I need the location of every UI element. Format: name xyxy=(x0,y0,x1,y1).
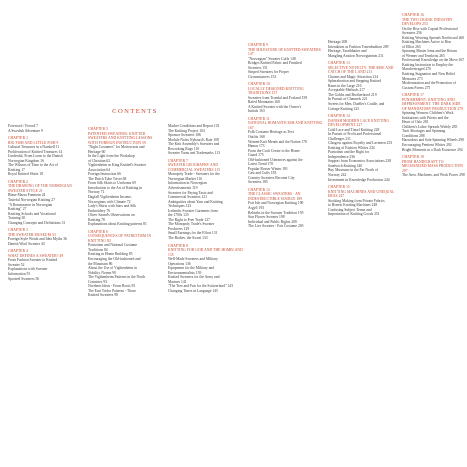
toc-entry: A Knitted Sweater with the Owner's xyxy=(248,104,302,109)
chapter-number: CHAPTER 2 xyxy=(8,179,28,184)
toc-entry: Modernization and the Promotion of xyxy=(402,81,456,86)
toc-entry: to Honest Knitting Machines 248 xyxy=(328,203,378,208)
chapter-title: FROM HANDICRAFT TO MECHANIZED MASS PRODUCTION 297 xyxy=(402,159,464,173)
toc-entry: Norway 71 xyxy=(88,190,105,195)
toc-entry: The Wilsons of Time to the Art of xyxy=(8,163,58,168)
toc-entry: Nobility Norms 90 xyxy=(88,270,116,275)
toc-entry: Custom Forms 275 xyxy=(402,85,431,90)
chapter-number: CHAPTER 8 xyxy=(168,243,188,248)
toc-entry: Fair Isle and Norwegian Knitting 190 xyxy=(248,201,304,206)
chapter-heading xyxy=(248,43,323,57)
chapter-heading xyxy=(168,244,243,258)
chapter-number: CHAPTER 7 xyxy=(168,158,188,163)
toc-entry: Conditions 288 xyxy=(402,133,425,138)
chapter-heading xyxy=(402,155,466,173)
toc-entry: Sweater 52 xyxy=(8,262,25,267)
toc-entry: Environmentalists 139 xyxy=(168,270,202,275)
chapter-number: CHAPTER 6 xyxy=(88,229,108,234)
chapter-title: DANISH MODERN LACE KNITTING DEVELOPMENT 227 xyxy=(328,118,390,128)
toc-entry: Bright Moments in a Dark Existence 294 xyxy=(402,147,463,152)
toc-entry: Vigthenheim as King Knitted's Sweater xyxy=(88,163,147,168)
toc-entry: Knitted Sweaters for the Army and xyxy=(168,275,220,280)
toc-entry: Patriotism and the Right for xyxy=(328,150,370,155)
chapter-number: CHAPTER 3 xyxy=(8,228,28,233)
toc-entry: Danish Wool Sweater 43 xyxy=(8,241,45,246)
toc-entry: The Knit Assembly's Sweaters and xyxy=(168,142,220,147)
toc-column-6 xyxy=(402,10,466,178)
toc-entry: Ambiguities about Yarn and Knitting xyxy=(168,199,223,204)
toc-entry: Gold Lace and Tinsel Knitting 228 xyxy=(328,127,380,132)
toc-entry: Heritage 60 xyxy=(88,149,106,154)
toc-column-1 xyxy=(8,124,83,281)
chapter-heading xyxy=(248,117,323,131)
chapter-heading xyxy=(8,249,83,258)
chapter-number: CHAPTER 4 xyxy=(8,249,28,254)
toc-entry: the Mountain 86 xyxy=(88,261,113,266)
chapter-title: SWEATER GEOGRAPHY AND COMMERCIAL SWEATERS 115 xyxy=(168,163,221,172)
toc-entry: Sweaters from Trondal and Fosland 158 xyxy=(248,95,308,100)
toc-entry: Country Sweaters Become City xyxy=(248,175,295,180)
toc-entry: "The Tree and Fair for the Switzerland" 143 xyxy=(168,284,233,289)
toc-entry: Professional Knowledge on the Move 267 xyxy=(402,58,465,63)
toc-entry: Lindesdal, From Loom to the Danish xyxy=(8,154,63,159)
toc-entry: The Knitting Project 104 xyxy=(168,128,205,133)
toc-entry: of Christian 62 xyxy=(88,158,111,163)
chapter-number: CHAPTER 16 xyxy=(402,13,424,17)
chapter-title: THE DRAWING OF THE NORWEGIAN SWEATER STYLE 21 xyxy=(8,184,72,193)
toc-entry: Knitting Machines Arrive to Rise xyxy=(402,40,452,45)
toc-entry: Blaue Marsa Fonntein 24 xyxy=(8,193,46,198)
toc-column-2 xyxy=(88,124,163,298)
chapter-number: CHAPTER 1 xyxy=(8,136,28,141)
toc-entry: Children's Labor Spreads Widely 285 xyxy=(402,124,458,129)
toc-entry: Popular Rosser Winter 181 xyxy=(248,166,288,171)
toc-entry: Norwegian Kingdom 16 xyxy=(8,158,44,163)
toc-entry: Star Flower Sweater 198 xyxy=(248,215,285,220)
toc-entry: The Gobbs and Brotherhood 219 xyxy=(328,92,377,97)
toc-entry: Introduction to the Art of Knitting in xyxy=(88,185,143,190)
toc-entry: Producers 129 xyxy=(168,226,190,231)
toc-column-3 xyxy=(168,124,243,293)
toc-entry: Manchestraged 270 xyxy=(402,67,431,72)
toc-entry: Initials 163 xyxy=(248,109,265,114)
toc-entry: "A Renaissance in Norwegian xyxy=(8,202,53,207)
toc-entry: Cast and Cuffs 183 xyxy=(248,171,277,176)
toc-entry: Importation of Knitting Goods 251 xyxy=(328,212,380,217)
toc-entry: Foreword / Forord 7 xyxy=(8,124,39,128)
toc-entry: Marines 141 xyxy=(168,279,187,284)
toc-entry: Dagfall Vigthenheim Income, xyxy=(88,195,132,200)
toc-entry: of Wenner and Ternkvist 265 xyxy=(402,53,445,58)
toc-entry: The Right to Free Trade 127 xyxy=(168,217,210,222)
toc-entry: Reworking Rugs 110 xyxy=(168,146,200,151)
toc-entry: Techniques 123 xyxy=(168,204,192,209)
toc-entry: Well-Made Sweaters and Military xyxy=(168,257,218,262)
chapter-title: KNITTING MACHINES AND UNEQUAL ERAS 247 xyxy=(328,189,395,199)
toc-entry: Sweaters 185 xyxy=(248,180,268,185)
toc-entry: Equipment for the Military and xyxy=(168,266,215,271)
toc-entry: The East Tridor Patterns - Those xyxy=(88,288,136,293)
toc-entry: A Swedish Adventure 9 xyxy=(8,128,43,133)
chapter-title: PUNISHMENT: KNITTING AND IMPRISONMENT: THE DARK SIDE OF MANDATORY PRODUCTION 279 xyxy=(402,97,464,111)
toc-entry: Argyll 193 xyxy=(248,206,265,211)
toc-entry: Hamar 173 xyxy=(248,144,265,149)
toc-entry: Circumstances 153 xyxy=(248,74,277,79)
toc-entry: Encouraging the Old-fashioned and xyxy=(88,256,141,261)
toc-entry: The Vigthenheim Patterns in the North xyxy=(88,275,146,280)
toc-entry: Hazardous and Safe Spinning Wheels 290 xyxy=(402,138,465,143)
chapter-title: PATENTED SWEATERS: KNITTED SWEATERS AND KNITTING LESSONS WITH FOREIGN INSTRUCTION 59 xyxy=(88,131,153,145)
toc-entry: Mangling Aniston Norwegianism 211 xyxy=(328,53,384,58)
page-title: CONTENTS xyxy=(112,108,158,115)
chapter-number: CHAPTER 12 xyxy=(248,187,270,192)
chapter-title: THE CLASSIC SWEATERS - AN INDESTRUCTIBLE SOURCE 189 xyxy=(248,192,303,201)
chapter-heading xyxy=(8,180,83,194)
chapter-heading xyxy=(88,127,163,145)
toc-entry: Commercial Sweaters 121 xyxy=(168,195,207,200)
toc-entry: Operations 136 xyxy=(168,261,191,266)
toc-entry: Heart of Oslo 281 xyxy=(402,120,429,125)
toc-entry: Heritage 208 xyxy=(328,40,348,44)
chapter-heading xyxy=(248,82,323,96)
toc-entry: The Lice Sweater - Fair Costume 203 xyxy=(248,224,304,229)
toc-entry: Norway 242 xyxy=(328,173,347,178)
toc-entry: In Pursuit of Channels 221 xyxy=(328,97,368,102)
toc-entry: Investment in Knowledge Production 244 xyxy=(328,177,390,182)
toc-entry: "Night Costumes" for Mottercasts and xyxy=(88,145,145,149)
toc-entry: Module Notes Nyhaard's Rate 108 xyxy=(168,137,219,142)
toc-entry: Sponsor Sweaters 106 xyxy=(168,133,201,138)
toc-entry: Sweaters 151 xyxy=(248,65,268,70)
toc-entry: Guard 175 xyxy=(248,153,264,158)
toc-entry: Stocking Making from Private Fabrics xyxy=(328,198,385,203)
toc-entry: Association 64 xyxy=(88,167,111,172)
toc-entry: Sweaters for Paying Taxis and xyxy=(168,190,213,195)
chapter-number: CHAPTER 10 xyxy=(248,82,270,87)
toc-entry: Knitting Schools and Vocational xyxy=(8,211,56,216)
toc-entry: Traditions 84 xyxy=(88,247,108,252)
toc-entry: Market Conditions and Report 101 xyxy=(168,124,220,128)
toc-entry: In Pursuit of Profit and Professional xyxy=(328,132,382,137)
toc-entry: Knitting 78 xyxy=(88,217,105,222)
toc-entry: Confusing Subject Terms and xyxy=(328,207,372,212)
toc-entry: Striped Sweaters for Proper xyxy=(248,70,289,75)
toc-entry: Cultural Treasures in a Nutshell 11 xyxy=(8,145,60,150)
chapter-title: WHAT DEFINES A SWEATER? 49 xyxy=(8,253,64,258)
toc-entry: Explanations with Sweater xyxy=(8,267,48,272)
toc-entry: Oliver Saund's Observations on xyxy=(88,213,135,218)
toc-entry: Advertisements 119 xyxy=(168,185,198,190)
toc-entry: Foreign Instruction 66 xyxy=(88,172,121,177)
chapter-number: CHAPTER 9 xyxy=(248,43,268,47)
toc-entry: Measures 273 xyxy=(402,76,423,81)
toc-entry: Northern Ideas - From Roots 95 xyxy=(88,284,136,289)
chapter-number: CHAPTER 18 xyxy=(402,155,424,160)
toc-entry: "Norwegian" Sweater Cuffs 148 xyxy=(248,56,296,61)
toc-entry: Lady's Shirts with Stars and Silk xyxy=(88,204,137,209)
chapter-heading xyxy=(168,159,243,173)
toc-entry: Cottage Knitting 223 xyxy=(328,106,360,111)
toc-entry: Norwegians with Climate 72 xyxy=(88,199,131,204)
toc-entry: Explanations about Knitting patterns 81 xyxy=(88,222,147,227)
chapter-number: CHAPTER 14 xyxy=(328,114,350,119)
toc-entry: Individual and Public Rights 200 xyxy=(248,219,297,224)
toc-entry: On the Rise with Capital Professional xyxy=(402,26,458,31)
toc-entry: Icelandic Sweater Garments from xyxy=(168,208,218,213)
toc-entry: Knitting Stagnation and New Relief xyxy=(402,71,456,76)
chapter-number: CHAPTER 17 xyxy=(402,93,424,98)
toc-entry: Rams in the Large 216 xyxy=(328,83,362,88)
toc-entry: Spherabration and Stepping Knitted xyxy=(328,79,381,84)
chapter-number: CHAPTER 11 xyxy=(248,116,270,121)
toc-entry: Knitting 17 xyxy=(8,167,25,172)
toc-entry: The Area, Machines, and Work Power 298 xyxy=(402,173,465,178)
toc-entry: Independence 236 xyxy=(328,154,355,159)
chapter-number: CHAPTER 13 xyxy=(328,61,350,66)
toc-entry: Patriotism and National Costume xyxy=(88,243,138,248)
toc-entry: Small Earnings for the Effort 131 xyxy=(168,231,218,236)
toc-entry: Norwegian Market 116 xyxy=(168,176,203,181)
toc-entry: The Bodies, the Sweat 133 xyxy=(168,235,208,240)
toc-entry: The Monopoly Trade's Sweater xyxy=(168,222,215,227)
chapter-title: NATIONAL ROMANTICISM AND KNITTING 167 xyxy=(248,121,323,130)
toc-entry: Knitting Weaving Spreads Northward 260 xyxy=(402,35,465,40)
chapter-heading xyxy=(402,93,466,111)
toc-column-4 xyxy=(248,40,323,229)
toc-entry: Sweater Yarns and Trademarks 113 xyxy=(168,151,220,156)
toc-entry: Changing Concepts and Definitions 31 xyxy=(8,220,66,225)
toc-entry: Information 55 xyxy=(8,271,31,276)
chapter-number: CHAPTER 5 xyxy=(88,127,108,131)
chapter-title: BIG FISH AND LITTLE FISH 9 xyxy=(8,140,59,145)
chapter-heading xyxy=(8,136,83,145)
toc-entry: Interaktion as Fashion Tonenbudtion 209 xyxy=(328,44,389,49)
chapter-title: THE TWO CRANK INDUSTRY DEVELOPS 253 xyxy=(402,17,453,26)
chapter-title: LOCALLY DESIGNED KNITTING TRADITIONS 157 xyxy=(248,86,304,96)
chapter-heading xyxy=(328,114,403,128)
toc-entry: Knitting of Fashion Whites 234 xyxy=(328,145,375,150)
toc-entry: Heritage, Tarathbatter and xyxy=(328,49,367,54)
chapter-title: THE MILESTONE OF KNITTED SWEATERS 147 xyxy=(248,47,321,56)
toc-entry: Information in Norwegian xyxy=(168,181,207,186)
toc-entry: Charms and Magic Attraction 214 xyxy=(328,74,379,79)
toc-entry: Folk Costume Heritage as Text xyxy=(248,130,294,135)
toc-entry: Changing Times in Language 145 xyxy=(168,288,218,293)
toc-entry: Spinning Women: Children's Work xyxy=(402,111,454,116)
toc-entry: the 1700s 125 xyxy=(168,213,189,218)
toc-entry: Buy Museums in the Far North of xyxy=(328,168,378,173)
chapter-heading xyxy=(328,61,403,75)
toc-entry: Countries 93 xyxy=(88,279,107,284)
toc-entry: Royal Knitted Shirts 18 xyxy=(8,172,43,177)
toc-entry: Sweaters 256 xyxy=(402,31,422,36)
toc-entry: Bridges Knitted Fabric and Finished xyxy=(248,61,302,66)
toc-entry: Training 30 xyxy=(8,216,26,221)
toc-column-5 xyxy=(328,40,403,217)
toc-entry: Sporteel Sweaters 56 xyxy=(8,276,40,281)
toc-entry: Institutions with Priests and the xyxy=(402,115,449,120)
toc-entry: From Fashion Sweater to Knitted xyxy=(8,258,58,263)
toc-entry: Rafed Mountains 160 xyxy=(248,100,280,105)
toc-entry: Challenges 231 xyxy=(328,136,351,141)
toc-entry: Tacit Shortages and Spinning xyxy=(402,129,446,134)
toc-entry: From the Craft Centre to the Home xyxy=(248,148,300,153)
toc-entry: Women Knit Mends and the Nation 170 xyxy=(248,139,307,144)
toc-entry: Proliferation of Knitted Treasures 14 xyxy=(8,149,63,154)
chapter-heading xyxy=(328,185,403,199)
toc-entry: The Dutch Tube Trivet 68 xyxy=(88,176,127,181)
toc-entry: Glasgow against Royalty and Lacemen 233 xyxy=(328,141,393,146)
toc-entry: of Elliot 263 xyxy=(402,44,421,49)
toc-entry: Old-fashioned Utterances against the xyxy=(248,157,303,162)
chapter-title: SELECTIVE NOVELTY: THE RISE AND CATCH OF THE LAND 213 xyxy=(328,65,394,75)
toc-entry: In the Light from the Workshop xyxy=(88,154,135,159)
chapter-heading xyxy=(402,13,466,27)
toc-entry: Foreign Style Words and Idea Myths 36 xyxy=(8,237,67,242)
chapter-title: KNITTING FOR GOD AND THE HOMELAND 135 xyxy=(168,248,243,257)
toc-entry: Monopoly Trade - Sweaters for the xyxy=(168,172,220,177)
toc-entry: Knitting Instruction to Employ the xyxy=(402,62,454,67)
toc-entry: Embroidery 76 xyxy=(88,208,111,213)
chapter-number: CHAPTER 15 xyxy=(328,185,350,190)
chapter-heading xyxy=(8,228,83,237)
chapter-title: THE SWEATER MUSEUM 33 xyxy=(8,232,56,237)
toc-entry: Rebirths in the Sweater Tradition 195 xyxy=(248,210,304,215)
toc-entry: From Silk Skirts to Uniforms 69 xyxy=(88,181,136,186)
toc-entry: About the Use of Vigthenheim in xyxy=(88,266,137,271)
toc-entry: Sweets for Men, Dueller's Cradle, and xyxy=(328,101,385,106)
chapter-heading xyxy=(248,188,323,202)
toc-entry: Sandwich Knitting 240 xyxy=(328,163,363,168)
toc-entry: Knitted Sweaters 98 xyxy=(88,293,118,298)
toc-entry: Acceptable Methods 217 xyxy=(328,88,365,93)
toc-entry: Tasteful Norwegian Knitting 27 xyxy=(8,197,55,202)
toc-entry: Knitting" 27 xyxy=(8,207,27,212)
chapter-heading xyxy=(88,230,163,244)
chapter-title: CONSEQUENCES OF PATRIOTISM IN KNITTING 83 xyxy=(88,234,152,243)
toc-entry: Encouraging Penitent Whites 292 xyxy=(402,142,452,147)
toc-entry: Outfits 168 xyxy=(248,134,265,139)
toc-entry: Spinning Master Irma and the Return xyxy=(402,49,457,54)
toc-entry: Latest Trend 178 xyxy=(248,162,273,167)
toc-entry: Knitting in Home Building 85 xyxy=(88,252,133,257)
toc-entry: Support from Economics Associations 238 xyxy=(328,159,392,164)
